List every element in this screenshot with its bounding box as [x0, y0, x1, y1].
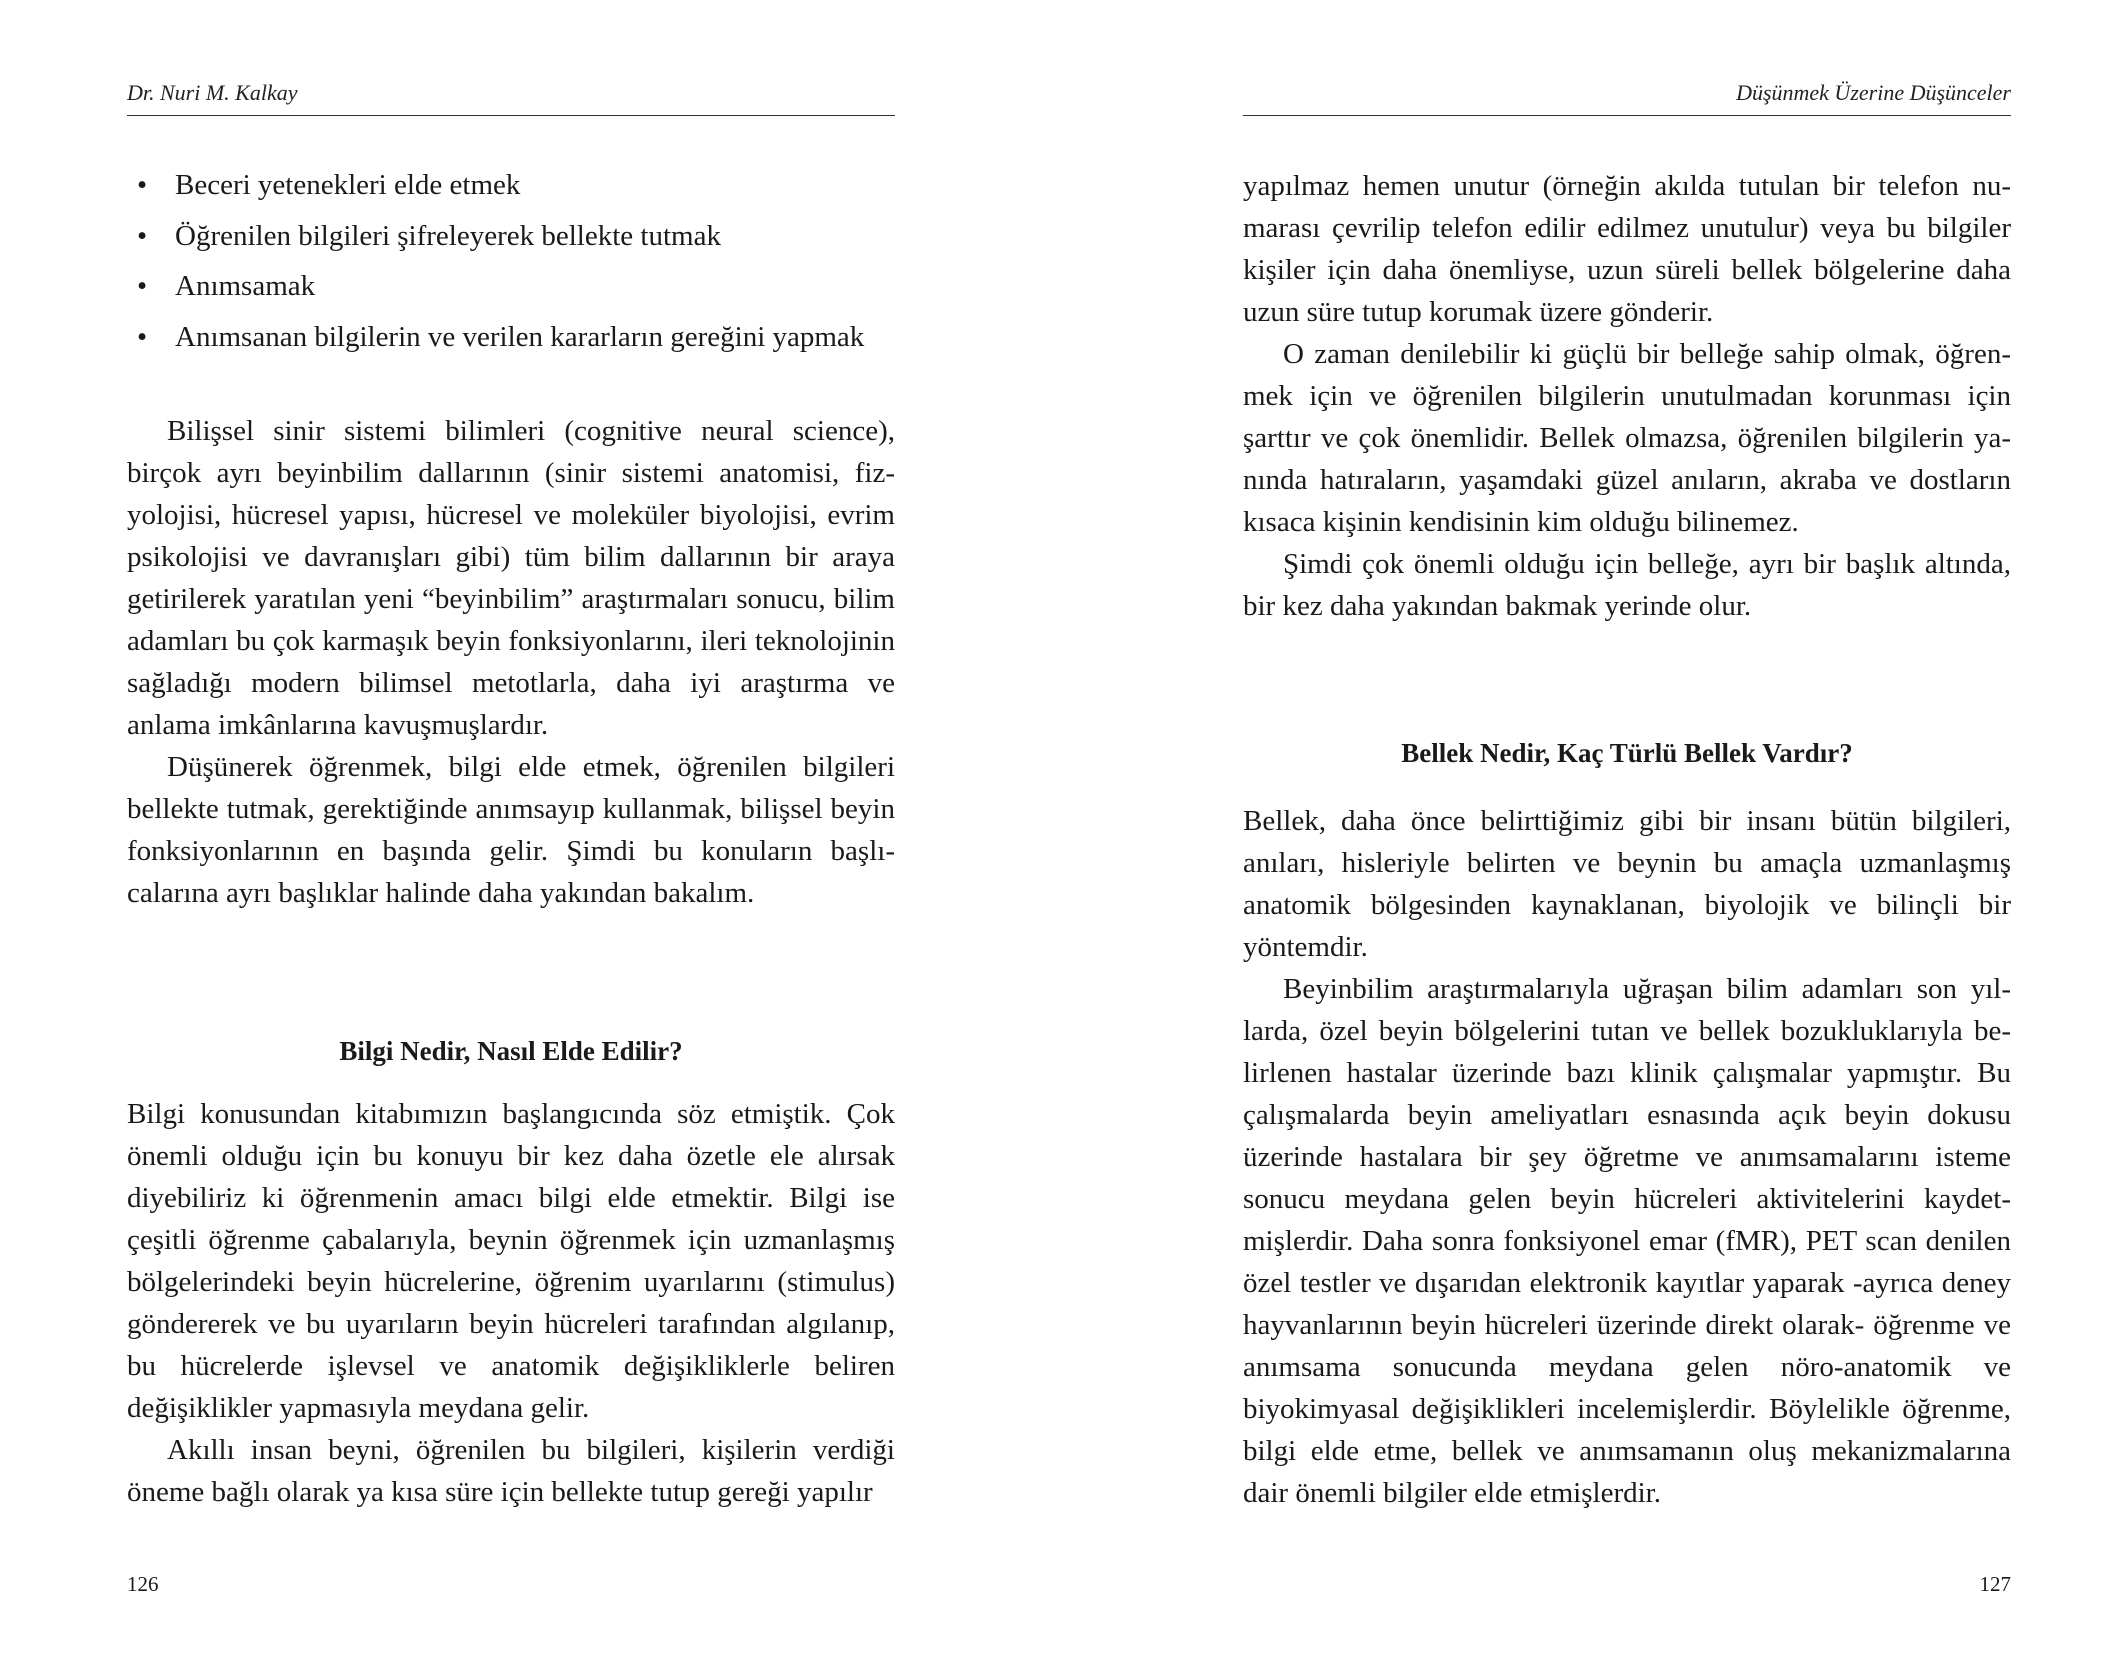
paragraph: Bilişsel sinir sistemi bilimleri (cognitive neural science), birçok ayrı beyinbilim dallarının (sinir sistemi anatomisi, fizyolojisi, hücresel yapısı, hücresel ve moleküler biyolojisi, evrim psikolojisi ve davranışları gibi) tüm bilim dallarının bir araya getirilerek yaratılan yeni “beyinbilim” araştırmaları sonucu, bilim adamları bu çok karmaşık beyin fonksiyonlarını, ileri teknolojinin sağladığı modern bilimsel metotlarla, daha iyi araştırma ve anlama imkânlarına kavuşmuşlardır. [127, 415, 895, 741]
intro-paragraphs [127, 410, 895, 914]
header-rule [1243, 115, 2011, 116]
section-bilgi-body [127, 1093, 895, 1513]
page-number: 127 [1979, 1572, 2011, 1596]
bullet-icon: • [137, 169, 148, 201]
section-heading: Bellek Nedir, Kaç Türlü Bellek Vardır? [1401, 738, 1853, 768]
header-rule [127, 115, 895, 116]
section-heading: Bilgi Nedir, Nasıl Elde Edilir? [339, 1036, 683, 1066]
bullet-item: • Anımsamak [127, 261, 895, 312]
bullet-icon: • [137, 270, 148, 302]
paragraph: Şimdi çok önemli olduğu için belleğe, ayrı bir başlık altında, bir kez daha yakından bakmak yerinde olur. [1243, 548, 2011, 622]
section-bellek-body [1243, 800, 2011, 1514]
running-head-title: Düşünmek Üzerine Düşünceler [1736, 80, 2011, 105]
running-head-author: Dr. Nuri M. Kalkay [127, 80, 298, 105]
paragraph: Bellek, daha önce belirttiğimiz gibi bir insanı bütün bilgileri, anıları, hisleriyle belirten ve beynin bu amaçla uzmanlaşmış anatomik bölgesinden kaynaklanan, biyolojik ve bilinçli bir yöntemdir. [1243, 805, 2011, 963]
bullet-list [127, 160, 895, 362]
section-bilgi [127, 1030, 895, 1072]
right-page [1243, 0, 2011, 1654]
section-bellek [1243, 732, 2011, 774]
page-number: 126 [127, 1572, 159, 1596]
bullet-icon: • [137, 219, 148, 252]
paragraph: Düşünerek öğrenmek, bilgi elde etmek, öğrenilen bilgileri bellekte tutmak, gerektiğinde anımsayıp kullanmak, bilişsel beyin fonksiyonlarının en başında gelir. Şimdi bu konuların başlıcalarına ayrı başlıklar halinde daha yakından bakalım. [127, 751, 895, 909]
paragraph: Akıllı insan beyni, öğrenilen bu bilgileri, kişilerin verdiği öneme bağlı olarak ya kısa süre için bellekte tutup gereği yapılır [127, 1434, 895, 1508]
bullet-list-block [127, 160, 895, 362]
paragraph: O zaman denilebilir ki güçlü bir belleğe sahip olmak, öğrenmek için ve öğrenilen bilgilerin unutulmadan korunması için şarttır ve çok önemlidir. Bellek olmazsa, öğrenilen bilgilerin yanında hatıraların, yaşamdaki güzel anıların, akraba ve dostların kısaca kişinin kendisinin kim olduğu bilinemez. [1243, 338, 2011, 538]
bullet-item: • Beceri yetenekleri elde etmek [127, 160, 895, 211]
bullet-item: • Anımsanan bilgilerin ve verilen kararların gereğini yapmak [127, 312, 895, 363]
continued-paragraphs [1243, 165, 2011, 627]
left-page [127, 0, 895, 1654]
paragraph: Bilgi konusundan kitabımızın başlangıcında söz etmiştik. Çok önemli olduğu için bu konuyu bir kez daha özetle ele alırsak diyebiliriz ki öğrenmenin amacı bilgi elde etmektir. Bilgi ise çeşitli öğrenme çabalarıyla, beynin öğrenmek için uzmanlaşmış bölgelerindeki beyin hücrelerine, öğrenim uyarılarını (stimulus) göndererek ve bu uyarıların beyin hücreleri tarafından algılanıp, bu hücrelerde işlevsel ve anatomik değişikliklerle beliren değişiklikler yapmasıyla meydana gelir. [127, 1098, 895, 1424]
paragraph: Beyinbilim araştırmalarıyla uğraşan bilim adamları son yıllarda, özel beyin bölgelerini tutan ve bellek bozukluklarıyla belirlenen hastalar üzerinde bazı klinik çalışmalar yapmıştır. Bu çalışmalarda beyin ameliyatları esnasında açık beyin dokusu üzerinde hastalara bir şey öğretme ve anımsamalarını isteme sonucu meydana gelen beyin hücreleri aktivitelerini kaydetmişlerdir. Daha sonra fonksiyonel emar (fMR), PET scan denilen özel testler ve dışarıdan elektronik kayıtlar yaparak -ayrıca deney hayvanlarının beyin hücreleri üzerinde direkt olarak- öğrenme ve anımsama sonucunda meydana gelen nöro-anatomik ve biyokimyasal değişiklikleri incelemişlerdir. Böylelikle öğrenme, bilgi elde etme, bellek ve anımsamanın oluş mekanizmalarına dair önemli bilgiler elde etmişlerdir. [1243, 973, 2011, 1509]
bullet-item: • Öğrenilen bilgileri şifreleyerek bellekte tutmak [127, 211, 895, 262]
bullet-icon: • [137, 320, 148, 353]
paragraph: yapılmaz hemen unutur (örneğin akılda tutulan bir telefon numarası çevrilip telefon edilir edilmez unutulur) veya bu bilgiler kişiler için daha önemliyse, uzun süreli bellek bölgelerine daha uzun süre tutup korumak üzere gönderir. [1243, 170, 2011, 328]
